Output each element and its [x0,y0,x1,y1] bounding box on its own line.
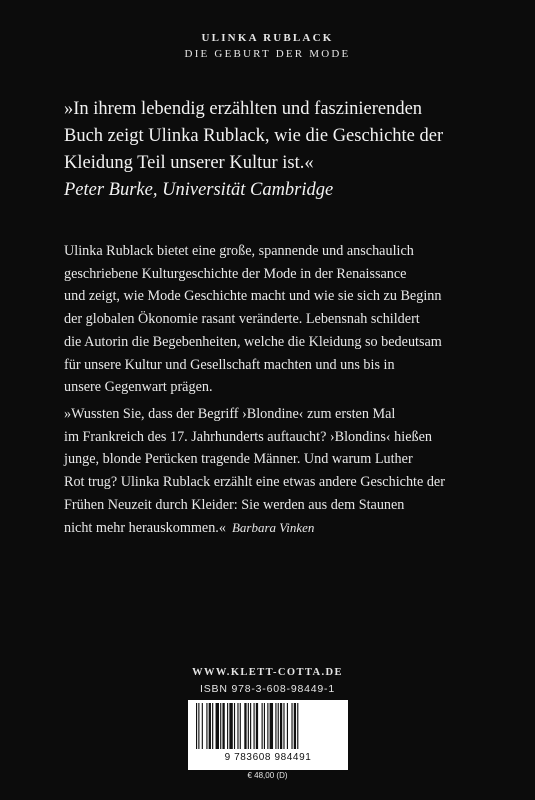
barcode-bar [287,703,288,749]
barcode-bar [202,703,203,749]
barcode-bar [250,703,251,749]
barcode-bar [229,703,232,749]
description-line: für unsere Kultur und Gesellschaft machten und uns bis in [64,356,395,373]
barcode-bar [212,703,213,749]
quote2-last-line [64,517,484,540]
description [64,240,484,399]
header [0,30,535,62]
barcode-bar [248,703,249,749]
description-line: geschriebene Kulturgeschichte der Mode in der Renaissance [64,265,407,282]
barcode-bar [216,703,219,749]
barcode-bar [262,703,263,749]
barcode-bar [291,703,292,749]
barcode-bar [244,703,246,749]
barcode-bar [280,703,282,749]
barcode-bar [234,703,235,749]
description-line: Ulinka Rublack bietet eine große, spannende und anschaulich [64,243,414,259]
barcode-bar [256,703,258,749]
barcode-bar [264,703,265,749]
quote2-cite: Barbara Vinken [231,519,315,535]
barcode-bar [227,703,228,749]
barcode-bar [270,703,273,749]
barcode-bar [237,703,238,749]
description-line: und zeigt, wie Mode Geschichte macht und wie sie sich zu Beginn [64,288,442,305]
barcode-bar [283,703,284,749]
barcode-bar [267,703,268,749]
quote-line: Kleidung Teil unserer Kultur ist.« [64,153,314,173]
barcode-icon [192,703,344,751]
quote-line: »In ihrem lebendig erzählten und faszinierenden [64,99,423,119]
barcode-bar [209,703,211,749]
book-title: DIE GEBURT DER MODE [184,48,351,60]
quote2-line: »Wussten Sie, dass der Begriff ›Blondine‹ zum ersten Mal [64,406,396,422]
publisher-website[interactable]: WWW.KLETT-COTTA.DE [192,667,343,678]
quote2-line: Rot trug? Ulinka Rublack erzählt eine etwas andere Geschichte der [64,474,445,491]
barcode-bar [294,703,296,749]
featured-quote [64,96,484,204]
isbn: ISBN 978-3-608-98449-1 [200,683,335,695]
quote2-line: Frühen Neuzeit durch Kleider: Sie werden aus dem Staunen [64,496,405,513]
barcode-bar [196,703,197,749]
author-name: ULINKA RUBLACK [201,32,334,44]
price: € 48,00 (D) [247,771,288,780]
description-line: der globalen Ökonomie rasant veränderte. Lebensnah schildert [64,311,420,328]
barcode-bar [297,703,298,749]
barcode-bar [275,703,276,749]
barcode-bar [222,703,224,749]
quote-line: Buch zeigt Ulinka Rublack, wie die Geschichte der [64,126,444,146]
barcode-bar [220,703,221,749]
barcode-bar [206,703,207,749]
barcode-bar [198,703,199,749]
quote-source: Peter Burke, Universität Cambridge [64,180,334,200]
quote2-line: nicht mehr herauskommen.« [64,519,226,536]
quote2-line: junge, blonde Perücken tragende Männer. Und warum Luther [64,451,413,468]
description-line: unsere Gegenwart prägen. [64,379,213,396]
barcode [188,700,348,770]
barcode-digits: 9 783608 984491 [224,752,312,763]
description-line: die Autorin die Begebenheiten, welche die Kleidung so bedeutsam [64,333,442,350]
barcode-bar [278,703,279,749]
quote2-line: im Frankreich des 17. Jahrhunderts auftaucht? ›Blondins‹ hießen [64,428,432,445]
second-quote [64,403,484,539]
barcode-bar [254,703,255,749]
barcode-bar [240,703,241,749]
